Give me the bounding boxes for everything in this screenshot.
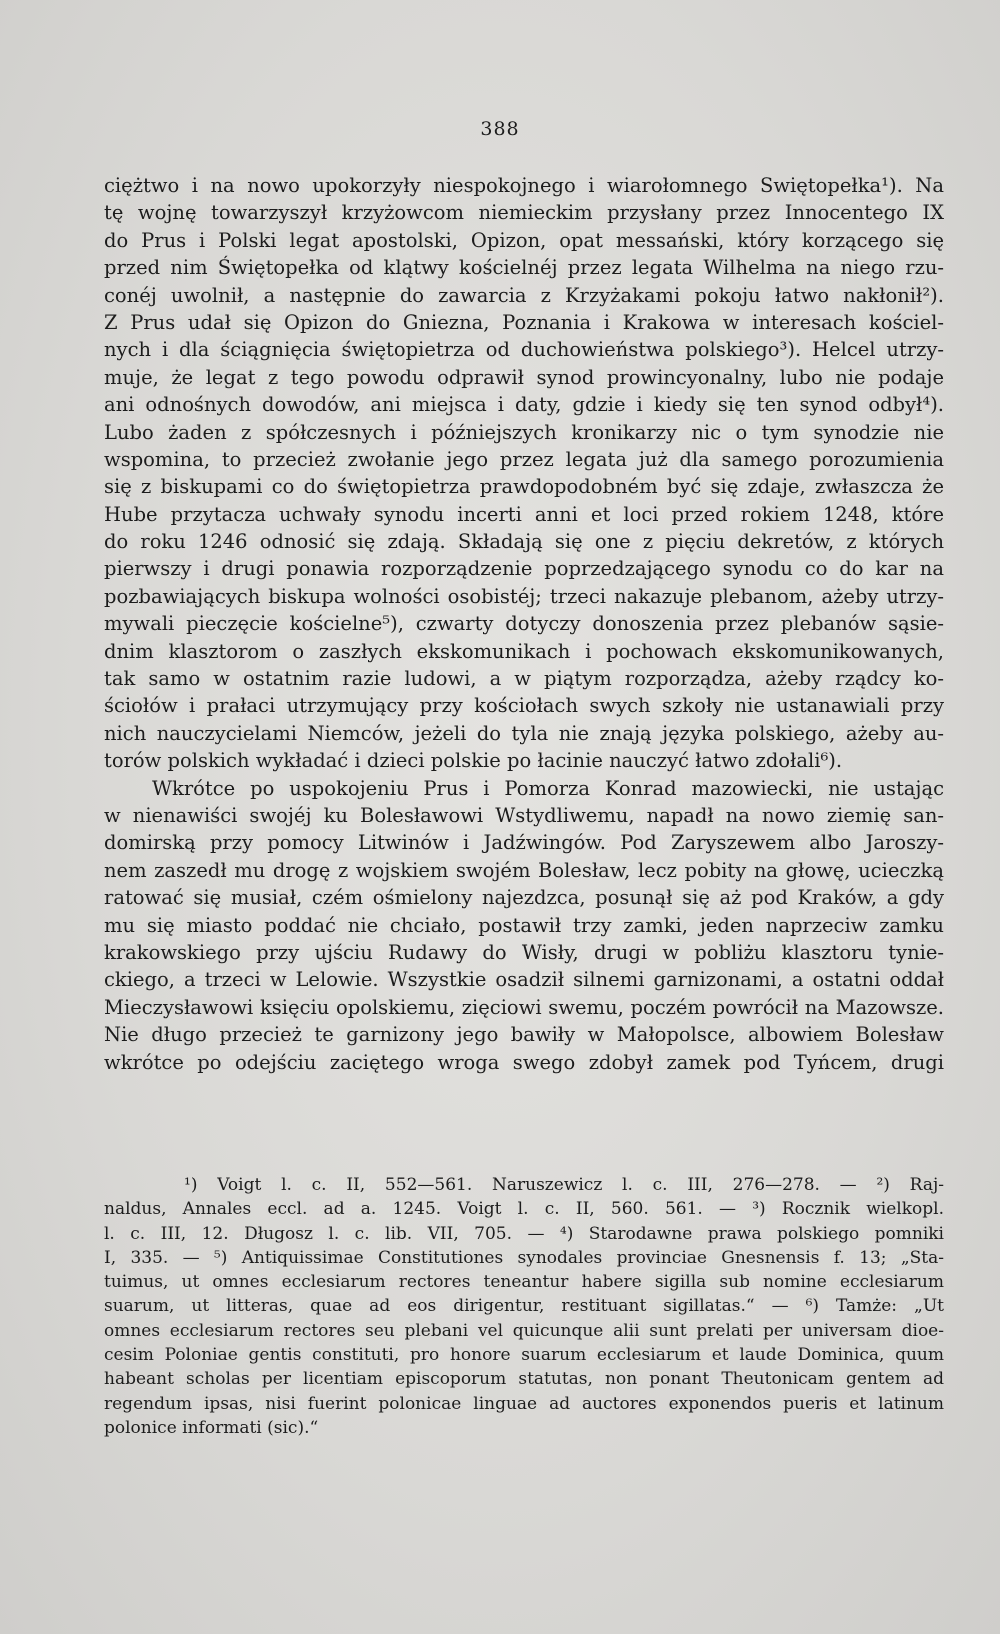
footnote-line: l. c. III, 12. Długosz l. c. lib. VII, 705. — ⁴) Starodawne prawa polskiego pomniki	[104, 1223, 944, 1244]
text-line: wkrótce po odejściu zaciętego wroga swego zdobył zamek pod Tyńcem, drugi	[104, 1050, 944, 1074]
text-line: dnim klasztorom o zaszłych ekskomunikach i pochowach ekskomunikowanych,	[104, 639, 944, 663]
text-line: ratować się musiał, czém ośmielony najezdzca, posunął się aż pod Kraków, a gdy	[104, 886, 944, 910]
text-line: w nienawiści swojéj ku Bolesławowi Wstydliwemu, napadł na nowo ziemię san-	[104, 803, 944, 827]
footnotes	[104, 1173, 944, 1440]
footnote-line: naldus, Annales eccl. ad a. 1245. Voigt l. c. II, 560. 561. — ³) Rocznik wielkopl.	[104, 1199, 944, 1220]
text-line: do Prus i Polski legat apostolski, Opizon, opat messański, który korzącego się	[104, 228, 944, 252]
text-line: ani odnośnych dowodów, ani miejsca i daty, gdzie i kiedy się ten synod odbył⁴).	[104, 393, 944, 417]
text-line: ściołów i prałaci utrzymujący przy kościołach swych szkoły nie ustanawiali przy	[104, 694, 944, 718]
text-line: się z biskupami co do świętopietrza prawdopodobném być się zdaje, zwłaszcza że	[104, 475, 944, 499]
text-line: torów polskich wykładać i dzieci polskie po łacinie nauczyć łatwo zdołali⁶).	[104, 749, 843, 773]
text-line: do roku 1246 odnosić się zdają. Składają się one z pięciu dekretów, z których	[104, 530, 944, 554]
text-line: nem zaszedł mu drogę z wojskiem swojém Bolesław, lecz pobity na głowę, ucieczką	[104, 858, 944, 882]
text-line: conéj uwolnił, a następnie do zawarcia z Krzyżakami pokoju łatwo nakłonił²).	[104, 283, 944, 307]
footnote-line: cesim Poloniae gentis constituti, pro honore suarum ecclesiarum et laude Dominica, quum	[104, 1345, 944, 1366]
footnote-line: omnes ecclesiarum rectores seu plebani vel quicunque alii sunt prelati per universam dioe-	[104, 1320, 944, 1341]
text-line: nych i dla ściągnięcia świętopietrza od duchowieństwa polskiego³). Helcel utrzy-	[104, 338, 944, 362]
page-number: 388	[480, 118, 520, 140]
footnote-line: regendum ipsas, nisi fuerint polonicae linguae ad auctores exponendos pueris et latinum	[104, 1393, 944, 1414]
text-line: tak samo w ostatnim razie ludowi, a w piątym rozporządza, ażeby rządcy ko-	[104, 667, 944, 691]
main-text	[104, 172, 944, 1076]
text-line: domirską przy pomocy Litwinów i Jadźwingów. Pod Zaryszewem albo Jaroszy-	[104, 831, 944, 855]
footnote-line: habeant scholas per licentiam episcoporum statutas, non ponant Theutonicam gentem ad	[104, 1369, 944, 1390]
text-line: Lubo żaden z spółczesnych i późniejszych kronikarzy nic o tym synodzie nie	[104, 420, 944, 444]
footnote-line: suarum, ut litteras, quae ad eos dirigentur, restituant sigillatas.“ — ⁶) Tamże: „Ut	[104, 1296, 944, 1317]
footnote-line: I, 335. — ⁵) Antiquissimae Constitutiones synodales provinciae Gnesnensis f. 13; „Sta-	[104, 1247, 944, 1268]
text-line: Mieczysławowi księciu opolskiemu, zięciowi swemu, poczém powrócił na Mazowsze.	[104, 995, 944, 1019]
text-line: ckiego, a trzeci w Lelowie. Wszystkie osadził silnemi garnizonami, a ostatni oddał	[104, 968, 944, 992]
text-line: mywali pieczęcie kościelne⁵), czwarty dotyczy donoszenia przez plebanów sąsie-	[104, 612, 944, 636]
text-line: pierwszy i drugi ponawia rozporządzenie poprzedzającego synodu co do kar na	[104, 557, 944, 581]
text-line: Z Prus udał się Opizon do Gniezna, Poznania i Krakowa w interesach kościel-	[104, 310, 944, 334]
footnote-line: ¹) Voigt l. c. II, 552—561. Naruszewicz l. c. III, 276—278. — ²) Raj-	[184, 1175, 944, 1195]
text-line: Nie długo przecież te garnizony jego bawiły w Małopolsce, albowiem Bolesław	[104, 1023, 944, 1047]
text-line: Wkrótce po uspokojeniu Prus i Pomorza Konrad mazowiecki, nie ustając	[152, 776, 944, 800]
footnote-line: polonice informati (sic).“	[104, 1417, 319, 1438]
text-line: tę wojnę towarzyszył krzyżowcom niemieckim przysłany przez Innocentego IX	[104, 201, 944, 225]
footnote-line: tuimus, ut omnes ecclesiarum rectores teneantur habere sigilla sub nomine ecclesiarum	[104, 1272, 944, 1293]
text-line: muje, że legat z tego powodu odprawił synod prowincyonalny, lubo nie podaje	[104, 365, 944, 389]
text-line: wspomina, to przecież zwołanie jego przez legata już dla samego porozumienia	[104, 447, 944, 471]
text-line: ciężtwo i na nowo upokorzyły niespokojnego i wiarołomnego Swiętopełka¹). Na	[104, 174, 944, 197]
text-line: przed nim Świętopełka od klątwy kościelnéj przez legata Wilhelma na niego rzu-	[104, 256, 944, 280]
text-line: mu się miasto poddać nie chciało, postawił trzy zamki, jeden naprzeciw zamku	[104, 913, 944, 937]
text-line: nich nauczycielami Niemców, jeżeli do tyla nie znają języka polskiego, ażeby au-	[104, 721, 944, 745]
text-line: pozbawiających biskupa wolności osobistéj; trzeci nakazuje plebanom, ażeby utrzy-	[104, 584, 944, 608]
text-line: krakowskiego przy ujściu Rudawy do Wisły, drugi w pobliżu klasztoru tynie-	[104, 940, 944, 964]
text-line: Hube przytacza uchwały synodu incerti anni et loci przed rokiem 1248, które	[104, 502, 944, 526]
